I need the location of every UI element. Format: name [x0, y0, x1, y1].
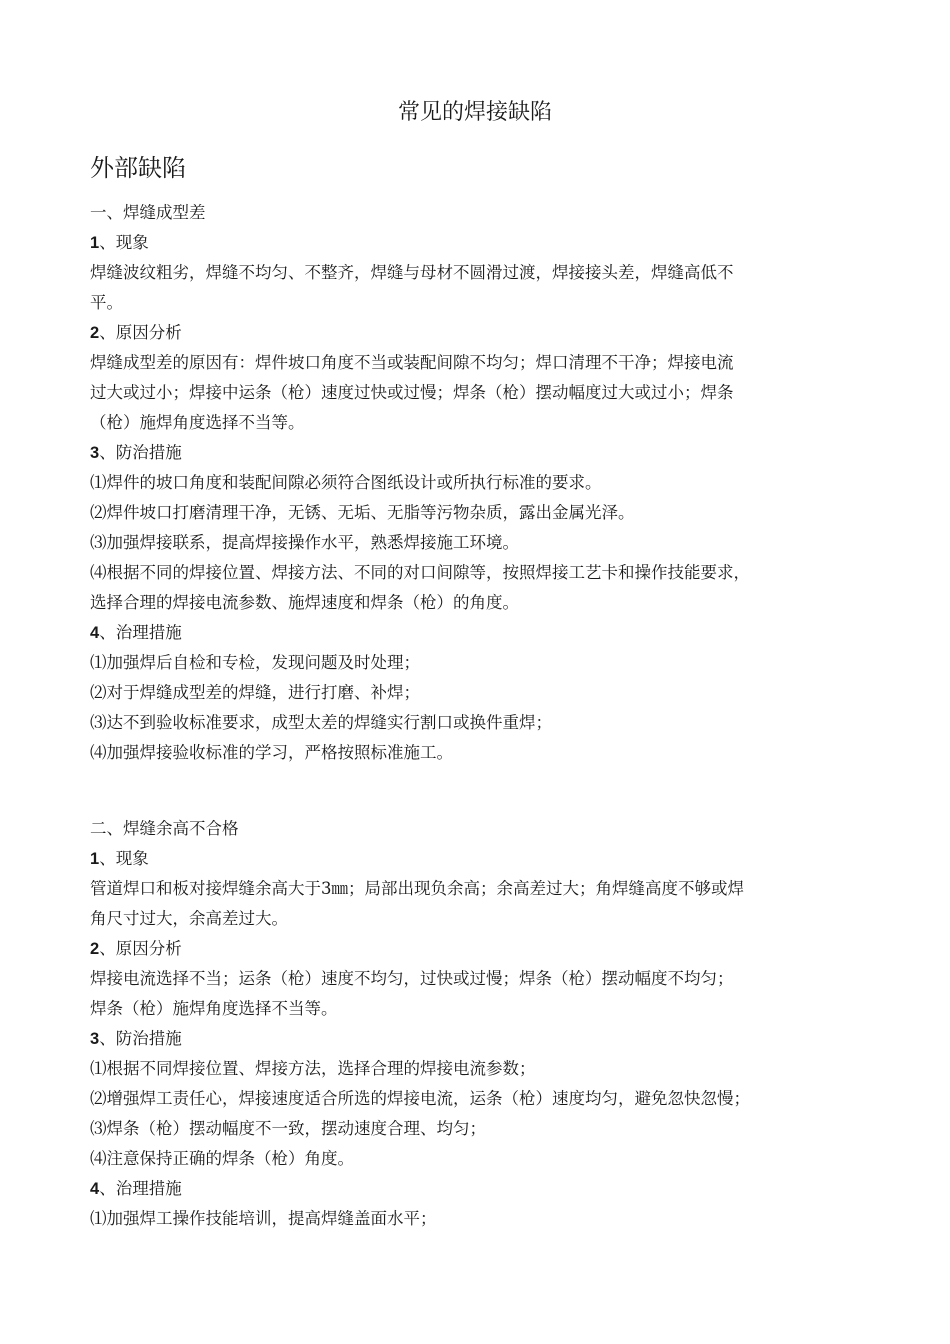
- subsection-number: 2: [90, 940, 100, 958]
- subsection-heading-causes: [90, 934, 850, 964]
- list-item: ⑶加强焊接联系，提高焊接操作水平，熟悉焊接施工环境。: [90, 533, 519, 552]
- paragraph-line: 焊接电流选择不当；运条（枪）速度不均匀，过快或过慢；焊条（枪）摆动幅度不均匀；: [90, 969, 734, 988]
- paragraph-line: 过大或过小；焊接中运条（枪）速度过快或过慢；焊条（枪）摆动幅度过大或过小；焊条: [90, 383, 734, 402]
- document-body: [90, 198, 850, 1234]
- list-item: ⑴加强焊后自检和专检，发现问题及时处理；: [90, 653, 420, 672]
- paragraph-line: 焊缝波纹粗劣，焊缝不均匀、不整齐，焊缝与母材不圆滑过渡，焊接接头差，焊缝高低不: [90, 263, 734, 282]
- subsection-number: 3: [90, 1030, 100, 1048]
- subsection-heading-causes: [90, 318, 850, 348]
- paragraph-line: 角尺寸过大，余高差过大。: [90, 909, 288, 928]
- subsection-heading-phenomenon: [90, 844, 850, 874]
- subsection-label: 、治理措施: [99, 1179, 182, 1198]
- subsection-heading-prevention: [90, 1024, 850, 1054]
- subsection-label: 、原因分析: [99, 323, 182, 342]
- paragraph-line: 管道焊口和板对接焊缝余高大于3㎜；局部出现负余高；余高差过大；角焊缝高度不够或焊: [90, 879, 744, 898]
- list-item: ⑷根据不同的焊接位置、焊接方法、不同的对口间隙等，按照焊接工艺卡和操作技能要求，: [90, 563, 750, 582]
- subsection-heading-treatment: [90, 618, 850, 648]
- subsection-label: 、防治措施: [99, 443, 182, 462]
- list-item: ⑶焊条（枪）摆动幅度不一致，摆动速度合理、均匀；: [90, 1119, 486, 1138]
- part-title: 外部缺陷: [90, 154, 186, 182]
- paragraph-line: 焊缝成型差的原因有：焊件坡口角度不当或装配间隙不均匀；焊口清理不干净；焊接电流: [90, 353, 734, 372]
- paragraph-line: （枪）施焊角度选择不当等。: [90, 413, 305, 432]
- list-item: ⑴加强焊工操作技能培训，提高焊缝盖面水平；: [90, 1209, 437, 1228]
- subsection-label: 、治理措施: [99, 623, 182, 642]
- subsection-heading-phenomenon: [90, 228, 850, 258]
- subsection-label: 、原因分析: [99, 939, 182, 958]
- paragraph-line: 平。: [90, 293, 123, 312]
- list-item: ⑴焊件的坡口角度和装配间隙必须符合图纸设计或所执行标准的要求。: [90, 473, 602, 492]
- list-item: ⑵焊件坡口打磨清理干净，无锈、无垢、无脂等污物杂质，露出金属光泽。: [90, 503, 635, 522]
- list-item: ⑵对于焊缝成型差的焊缝，进行打磨、补焊；: [90, 683, 420, 702]
- subsection-number: 1: [90, 850, 100, 868]
- subsection-label: 、现象: [99, 233, 149, 252]
- section-heading: 一、焊缝成型差: [90, 203, 206, 222]
- list-item: ⑵增强焊工责任心，焊接速度适合所选的焊接电流，运条（枪）速度均匀，避免忽快忽慢；: [90, 1089, 750, 1108]
- paragraph-line: 焊条（枪）施焊角度选择不当等。: [90, 999, 338, 1018]
- section-weld-forming: [90, 198, 850, 768]
- subsection-number: 4: [90, 1180, 100, 1198]
- section-heading: 二、焊缝余高不合格: [90, 819, 239, 838]
- list-item-continuation: 选择合理的焊接电流参数、施焊速度和焊条（枪）的角度。: [90, 593, 519, 612]
- subsection-label: 、现象: [99, 849, 149, 868]
- section-reinforcement-height: [90, 814, 850, 1234]
- subsection-number: 3: [90, 444, 100, 462]
- list-item: ⑷注意保持正确的焊条（枪）角度。: [90, 1149, 354, 1168]
- subsection-number: 2: [90, 324, 100, 342]
- subsection-label: 、防治措施: [99, 1029, 182, 1048]
- subsection-heading-prevention: [90, 438, 850, 468]
- document-title: 常见的焊接缺陷: [397, 100, 552, 125]
- list-item: ⑴根据不同焊接位置、焊接方法，选择合理的焊接电流参数；: [90, 1059, 536, 1078]
- subsection-heading-treatment: [90, 1174, 850, 1204]
- section-spacer: [90, 768, 850, 814]
- subsection-number: 4: [90, 624, 100, 642]
- list-item: ⑷加强焊接验收标准的学习，严格按照标准施工。: [90, 743, 453, 762]
- list-item: ⑶达不到验收标准要求，成型太差的焊缝实行割口或换件重焊；: [90, 713, 552, 732]
- subsection-number: 1: [90, 234, 100, 252]
